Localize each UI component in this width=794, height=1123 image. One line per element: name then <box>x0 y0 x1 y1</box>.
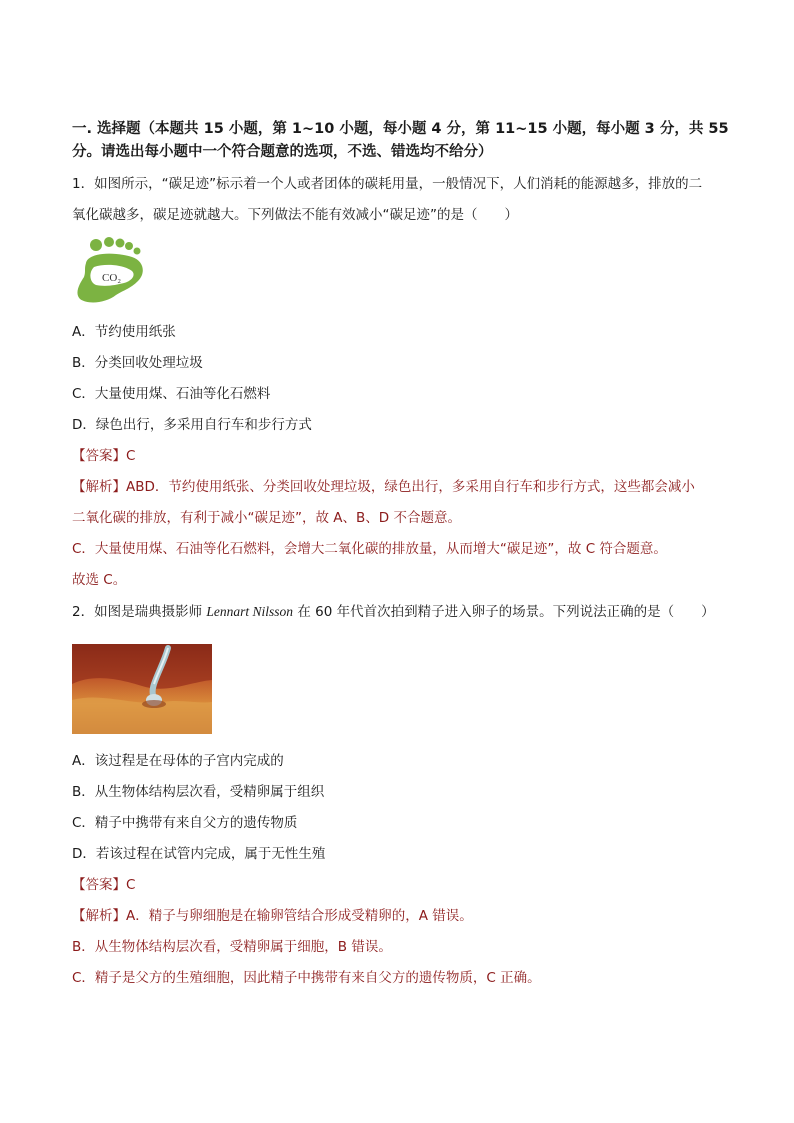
q2-option-a: A．该过程是在母体的子宫内完成的 <box>72 753 284 769</box>
q2-answer <box>72 870 732 901</box>
q1-analysis-text1: ABD．节约使用纸张、分类回收处理垃圾，绿色出行，多采用自行车和步行方式，这些都会减小 <box>126 479 695 495</box>
q1-stem-line2: 氧化碳越多，碳足迹就越大。下列做法不能有效减小“碳足迹”的是（ ） <box>72 207 518 223</box>
q2-analysis-line3: C．精子是父方的生殖细胞，因此精子中携带有来自父方的遗传物质，C 正确。 <box>72 970 541 986</box>
q1-answer <box>72 441 732 472</box>
q1-option-c: C．大量使用煤、石油等化石燃料 <box>72 386 271 402</box>
q2-analysis-line1 <box>72 901 732 932</box>
q2-stem-post: 在 60 年代首次拍到精子进入卵子的场景。下列说法正确的是（ ） <box>293 604 715 620</box>
q1-stem-line1: 1．如图所示，“碳足迹”标示着一个人或者团体的碳耗用量，一般情况下，人们消耗的能源越多，排放的二 <box>72 176 703 192</box>
q1-analysis-line1 <box>72 472 732 503</box>
question-1 <box>72 169 732 596</box>
q2-analysis-tag: 【解析】 <box>72 908 126 924</box>
q2-photographer-name: Lennart Nilsson <box>206 604 294 619</box>
q2-option-c: C．精子中携带有来自父方的遗传物质 <box>72 815 298 831</box>
q2-option-b: B．从生物体结构层次看，受精卵属于组织 <box>72 784 325 800</box>
fertilization-photo <box>72 644 212 734</box>
question-2 <box>72 596 732 994</box>
q1-answer-value: C <box>126 448 136 464</box>
q1-option-a: A．节约使用纸张 <box>72 324 176 340</box>
q1-answer-tag: 【答案】 <box>72 448 126 464</box>
document-page <box>72 118 732 994</box>
q1-conclusion: 故选 C。 <box>72 572 127 588</box>
q1-option-d: D．绿色出行，多采用自行车和步行方式 <box>72 417 312 433</box>
q2-analysis-text1: A．精子与卵细胞是在输卵管结合形成受精卵的，A 错误。 <box>126 908 473 924</box>
carbon-footprint-icon <box>72 233 152 307</box>
q1-analysis-line3: C．大量使用煤、石油等化石燃料，会增大二氧化碳的排放量，从而增大“碳足迹”，故 C 符合题意。 <box>72 541 667 557</box>
q2-answer-tag: 【答案】 <box>72 877 126 893</box>
q2-stem <box>72 596 732 628</box>
q1-analysis-line2: 二氧化碳的排放，有利于减小“碳足迹”，故 A、B、D 不合题意。 <box>72 510 461 526</box>
q2-stem-pre: 2．如图是瑞典摄影师 <box>72 604 207 620</box>
q1-option-b: B．分类回收处理垃圾 <box>72 355 203 371</box>
co2-label: CO₂ <box>102 272 122 284</box>
q2-answer-value: C <box>126 877 136 893</box>
q2-option-d: D．若该过程在试管内完成，属于无性生殖 <box>72 846 326 862</box>
q2-analysis-line2: B．从生物体结构层次看，受精卵属于细胞，B 错误。 <box>72 939 392 955</box>
section-heading: 一. 选择题（本题共 15 小题，第 1~10 小题，每小题 4 分，第 11~15 小题，每小题 3 分，共 55 分。请选出每小题中一个符合题意的选项，不选、错选均不给分） <box>72 121 729 160</box>
q1-analysis-tag: 【解析】 <box>72 479 126 495</box>
